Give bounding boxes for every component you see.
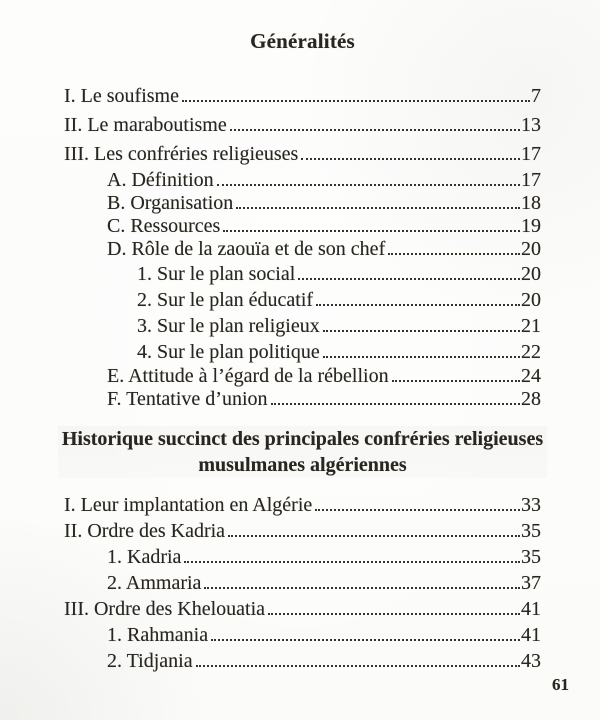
toc-entry <box>64 339 541 365</box>
dots-leader <box>230 129 520 131</box>
toc-entry <box>64 287 541 313</box>
dots-leader <box>184 561 520 563</box>
toc-section-2 <box>64 492 541 674</box>
toc-entry-label: 1. Rahmania <box>107 624 209 646</box>
toc-entry-label: I. Le soufisme <box>64 85 179 107</box>
toc-entry-label: 4. Sur le plan politique <box>137 341 320 363</box>
toc-entry-label: F. Tentative d’union <box>107 388 268 410</box>
dots-leader <box>323 356 520 358</box>
section-heading-line1: Historique succinct des principales confréries religieuses <box>61 428 544 450</box>
dots-leader <box>388 253 520 255</box>
toc-entry <box>64 215 541 238</box>
dots-leader <box>211 639 520 641</box>
toc-entry <box>64 169 541 192</box>
dots-leader <box>271 403 521 405</box>
toc-entry <box>64 596 541 622</box>
toc-entry-label: A. Définition <box>107 169 214 191</box>
toc-entry-label: 2. Sur le plan éducatif <box>137 289 314 311</box>
toc-entry <box>64 192 541 215</box>
dots-leader <box>204 587 520 589</box>
toc-entry-label: 2. Tidjania <box>107 650 193 672</box>
toc-entry-page: 22 <box>521 341 541 363</box>
dots-leader <box>268 613 520 615</box>
toc-entry-page: 21 <box>521 315 541 337</box>
toc-entry-page: 41 <box>521 598 541 620</box>
toc-entry-page: 33 <box>521 494 541 516</box>
toc-entry-label: C. Ressources <box>107 215 221 237</box>
toc-entry <box>64 238 541 261</box>
section-heading-line2: musulmanes algériennes <box>198 454 407 476</box>
toc-entry <box>64 140 541 169</box>
toc-entry-page: 7 <box>531 85 541 107</box>
dots-leader <box>301 158 520 160</box>
toc-entry-label: 1. Sur le plan social <box>137 263 296 285</box>
toc-entry-page: 28 <box>521 388 541 410</box>
toc-entry-label: III. Ordre des Khelouatia <box>64 598 266 620</box>
toc-entry-label: III. Les confréries religieuses <box>64 143 299 165</box>
toc-entry <box>64 261 541 287</box>
toc-entry-label: 1. Kadria <box>107 546 182 568</box>
toc-entry-page: 17 <box>521 169 541 191</box>
dots-leader <box>182 100 530 102</box>
toc-entry-label: II. Le maraboutisme <box>64 114 227 136</box>
toc-entry-label: I. Leur implantation en Algérie <box>64 494 313 516</box>
dots-leader <box>392 380 520 382</box>
dots-leader <box>315 509 520 511</box>
toc-entry-page: 13 <box>521 114 541 136</box>
toc-entry-page: 35 <box>521 546 541 568</box>
toc-entry-page: 43 <box>521 650 541 672</box>
toc-entry <box>64 518 541 544</box>
dots-leader <box>323 330 520 332</box>
toc-entry-page: 24 <box>521 365 541 387</box>
toc-entry <box>64 544 541 570</box>
toc-entry-page: 20 <box>521 263 541 285</box>
toc-entry <box>64 622 541 648</box>
dots-leader <box>228 535 520 537</box>
toc-entry-page: 35 <box>521 520 541 542</box>
toc-entry <box>64 388 541 411</box>
toc-entry-page: 18 <box>521 192 541 214</box>
toc-entry-label: 2. Ammaria <box>107 572 202 594</box>
section-heading <box>58 426 547 478</box>
toc-entry-page: 20 <box>521 289 541 311</box>
dots-leader <box>223 230 520 232</box>
toc-entry <box>64 82 541 111</box>
dots-leader <box>298 278 520 280</box>
toc-entry <box>64 492 541 518</box>
toc-entry-page: 19 <box>521 215 541 237</box>
dots-leader <box>217 184 520 186</box>
dots-leader <box>236 207 520 209</box>
toc-entry-page: 20 <box>521 238 541 260</box>
toc-entry-label: D. Rôle de la zaouïa et de son chef <box>107 238 386 260</box>
toc-section-1 <box>64 82 541 411</box>
folio-page-number: 61 <box>552 675 569 694</box>
dots-leader <box>316 304 520 306</box>
page-title: Généralités <box>250 29 355 53</box>
toc-entry-label: B. Organisation <box>107 192 234 214</box>
toc-entry <box>64 111 541 140</box>
toc-entry <box>64 570 541 596</box>
toc-entry <box>64 365 541 388</box>
toc-entry-label: E. Attitude à l’égard de la rébellion <box>107 365 389 387</box>
toc-entry-page: 41 <box>521 624 541 646</box>
toc-entry <box>64 648 541 674</box>
toc-entry-page: 37 <box>521 572 541 594</box>
toc-entry <box>64 313 541 339</box>
dots-leader <box>196 665 520 667</box>
toc-entry-page: 17 <box>521 143 541 165</box>
toc-entry-label: 3. Sur le plan religieux <box>137 315 320 337</box>
toc-entry-label: II. Ordre des Kadria <box>64 520 226 542</box>
